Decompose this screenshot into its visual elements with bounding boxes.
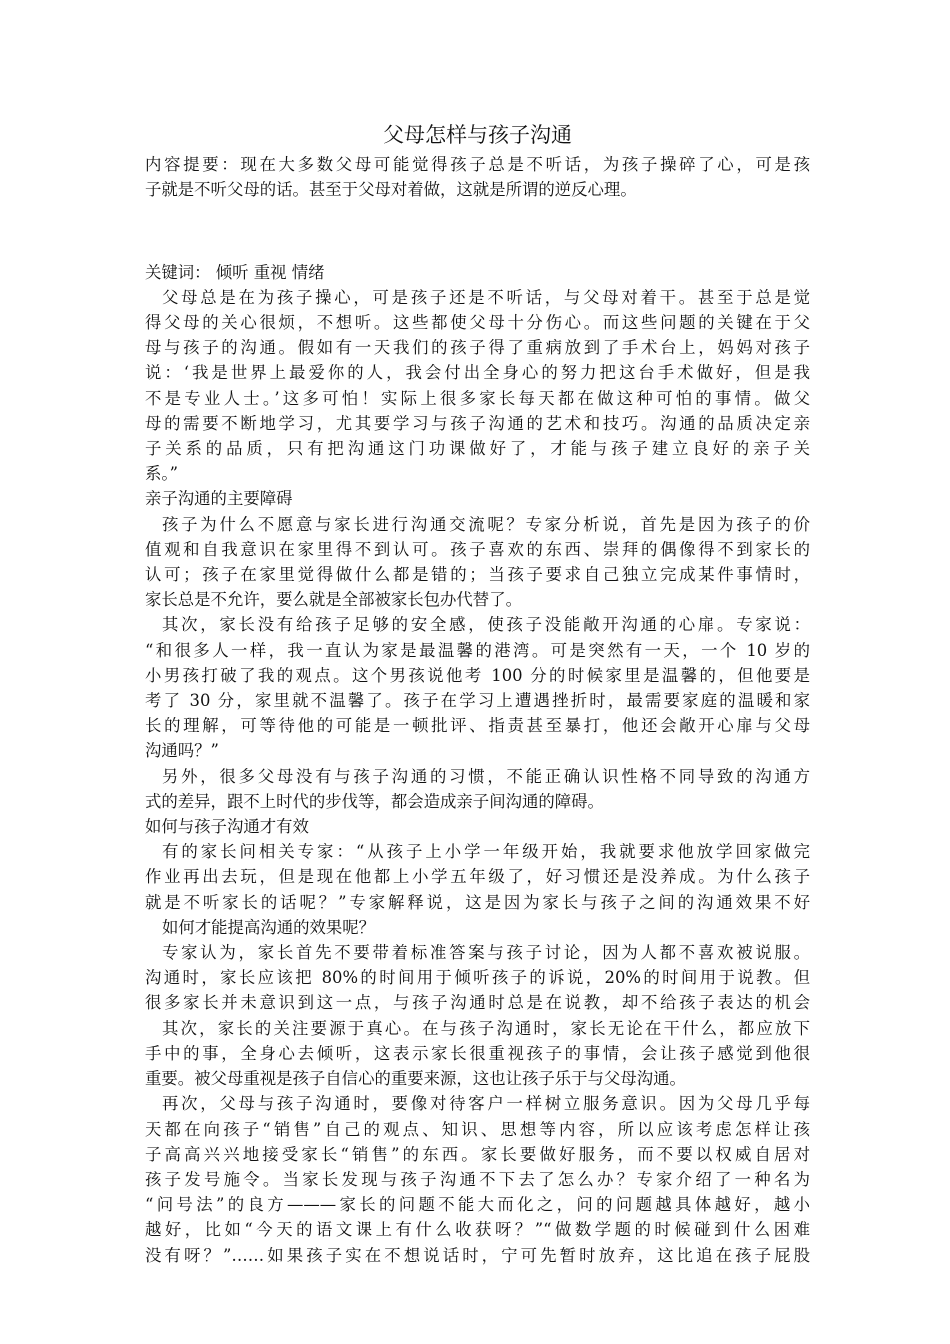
text-line: 母与孩子的沟通。假如有一天我们的孩子得了重病放到了手术台上，妈妈对孩子 bbox=[145, 338, 810, 358]
text-line: “问号法”的良方———家长的问题不能大而化之，问的问题越具体越好，越小 bbox=[145, 1195, 810, 1215]
text-line: 认可；孩子在家里觉得做什么都是错的；当孩子要求自己独立完成某件事情时， bbox=[145, 565, 810, 585]
text-line: 子高高兴兴地接受家长“销售”的东西。家长要做好服务，而不要以权威自居对 bbox=[145, 1144, 810, 1164]
text-line: 长的理解，可等待他的可能是一顿批评、指责甚至暴打，他还会敞开心扉与父母 bbox=[145, 716, 810, 736]
text-line: 其次，家长的关注要源于真心。在与孩子沟通时，家长无论在干什么，都应放下 bbox=[162, 1018, 810, 1038]
text-line: 沟通吗？” bbox=[145, 741, 219, 761]
text-line: 子就是不听父母的话。甚至于父母对着做，这就是所谓的逆反心理。 bbox=[145, 180, 637, 200]
text-line: 就是不听家长的话呢？”专家解释说，这是因为家长与孩子之间的沟通效果不好 bbox=[145, 892, 810, 912]
blank-line bbox=[145, 218, 810, 243]
text-line: 小男孩打破了我的观点。这个男孩说他考 100 分的时候家里是温馨的，但他要是 bbox=[145, 665, 810, 685]
text-line: 没有呀？”……如果孩子实在不想说话时，宁可先暂时放弃，这比追在孩子屁股 bbox=[145, 1245, 810, 1265]
text-line: 母的需要不断地学习，尤其要学习与孩子沟通的艺术和技巧。沟通的品质决定亲 bbox=[145, 413, 810, 433]
text-line: 说：‘我是世界上最爱你的人，我会付出全身心的努力把这台手术做好，但是我 bbox=[145, 363, 810, 383]
text-line: 另外，很多父母没有与孩子沟通的习惯，不能正确认识性格不同导致的沟通方 bbox=[162, 766, 810, 786]
section-heading: 关键词： 倾听 重视 情绪 bbox=[145, 262, 325, 282]
text-line: 手中的事，全身心去倾听，这表示家长很重视孩子的事情，会让孩子感觉到他很 bbox=[145, 1043, 810, 1063]
text-line: 专家认为，家长首先不要带着标准答案与孩子讨论，因为人都不喜欢被说服。 bbox=[162, 943, 810, 963]
document-body bbox=[145, 152, 810, 1268]
text-line: 很多家长并未意识到这一点，与孩子沟通时总是在说教，却不给孩子表达的机会 bbox=[145, 993, 810, 1013]
text-line: 其次，家长没有给孩子足够的安全感，使孩子没能敞开沟通的心扉。专家说： bbox=[162, 615, 810, 635]
text-line: 有的家长问相关专家：“从孩子上小学一年级开始，我就要求他放学回家做完 bbox=[162, 842, 810, 862]
text-line: 系。” bbox=[145, 464, 178, 484]
document-page bbox=[145, 118, 810, 1268]
text-line: 子关系的品质，只有把沟通这门功课做好了，才能与孩子建立良好的亲子关 bbox=[145, 439, 810, 459]
text-line: 重要。被父母重视是孩子自信心的重要来源，这也让孩子乐于与父母沟通。 bbox=[145, 1069, 686, 1089]
text-line: 如何才能提高沟通的效果呢？ bbox=[162, 917, 376, 937]
text-line: 家长总是不允许，要么就是全部被家长包办代替了。 bbox=[145, 590, 522, 610]
text-line: 得父母的关心很烦，不想听。这些都使父母十分伤心。而这些问题的关键在于父 bbox=[145, 313, 810, 332]
text-line: 作业再出去玩，但是现在他都上小学五年级了，好习惯还是没养成。为什么孩子 bbox=[145, 867, 810, 887]
document-title: 父母怎样与孩子沟通 bbox=[383, 123, 572, 147]
text-line: “和很多人一样，我一直认为家是最温馨的港湾。可是突然有一天，一个 10 岁的 bbox=[145, 640, 810, 660]
text-line: 值观和自我意识在家里得不到认可。孩子喜欢的东西、崇拜的偶像得不到家长的 bbox=[145, 539, 810, 559]
section-heading: 亲子沟通的主要障碍 bbox=[145, 489, 293, 509]
text-line: 不是专业人士。’这多可怕！实际上很多家长每天都在做这种可怕的事情。做父 bbox=[145, 388, 810, 408]
text-line: 越好，比如“今天的语文课上有什么收获呀？”“做数学题的时候碰到什么困难 bbox=[145, 1220, 810, 1240]
section-heading: 如何与孩子沟通才有效 bbox=[145, 817, 309, 837]
text-line: 孩子为什么不愿意与家长进行沟通交流呢？专家分析说，首先是因为孩子的价 bbox=[162, 514, 810, 534]
text-line: 孩子发号施令。当家长发现与孩子沟通不下去了怎么办？专家介绍了一种名为 bbox=[145, 1169, 810, 1189]
text-line: 天都在向孩子“销售”自己的观点、知识、思想等内容，所以应该考虑怎样让孩 bbox=[145, 1119, 810, 1139]
text-line: 父母总是在为孩子操心，可是孩子还是不听话，与父母对着干。甚至于总是觉 bbox=[162, 287, 810, 307]
text-line: 沟通时，家长应该把 80%的时间用于倾听孩子的诉说，20%的时间用于说教。但 bbox=[145, 968, 810, 988]
text-line: 再次，父母与孩子沟通时，要像对待客户一样树立服务意识。因为父母几乎每 bbox=[162, 1094, 810, 1114]
text-line: 考了 30 分，家里就不温馨了。孩子在学习上遭遇挫折时，最需要家庭的温暖和家 bbox=[145, 691, 810, 711]
text-line: 内容提要：现在大多数父母可能觉得孩子总是不听话，为孩子操碎了心，可是孩 bbox=[145, 155, 810, 174]
text-line: 式的差异，跟不上时代的步伐等，都会造成亲子间沟通的障碍。 bbox=[145, 791, 604, 811]
